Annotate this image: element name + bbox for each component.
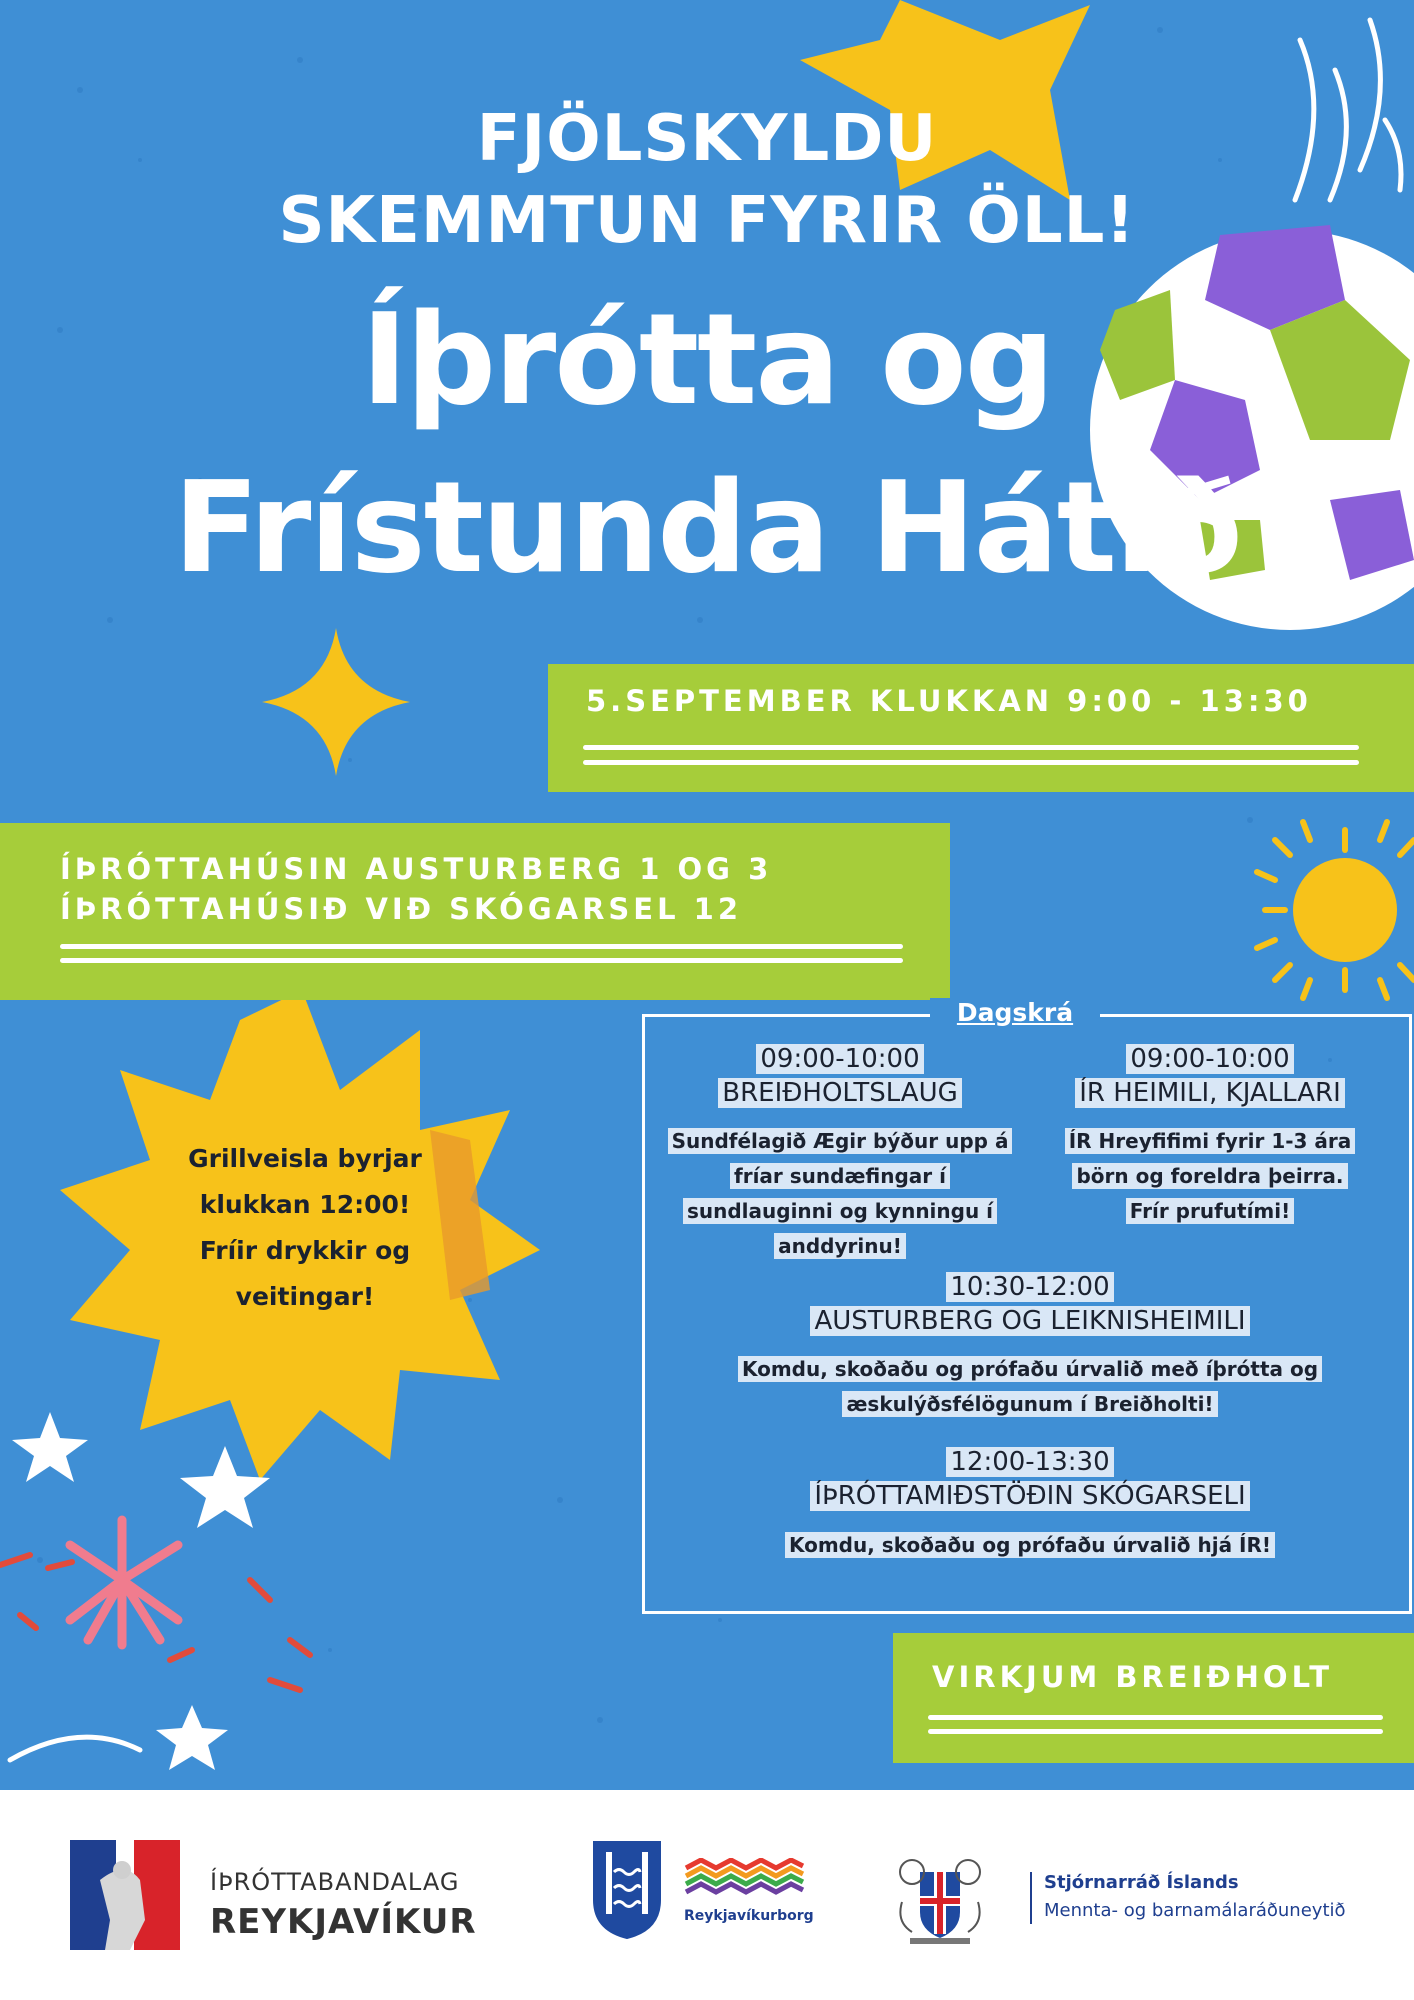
sunburst-shape [1257, 822, 1414, 998]
headline-title-2: Frístunda Hátíð [173, 454, 1241, 601]
schedule-item-3-desc [660, 1352, 1400, 1422]
ibr-name-line-1: ÍÞRÓTTABANDALAG [210, 1868, 460, 1896]
slogan-banner [893, 1633, 1414, 1763]
burst-line-2: klukkan 12:00! [199, 1190, 411, 1219]
schedule-time: 10:30-12:00 [946, 1272, 1113, 1302]
schedule-item-2-header [1040, 1042, 1380, 1110]
schedule-time: 09:00-10:00 [756, 1044, 923, 1074]
burst-line-3: Fríir drykkir og [199, 1236, 411, 1265]
divider-line [928, 1715, 1383, 1720]
schedule-item-1-header [680, 1042, 1000, 1110]
red-dashes [0, 1555, 310, 1690]
schedule-item-4-desc [660, 1528, 1400, 1563]
headline-line-2: SKEMMTUN FYRIR ÖLL! [278, 184, 1136, 258]
divider-line [60, 958, 903, 963]
desc-line: börn og foreldra þeirra. [1072, 1163, 1347, 1189]
divider-line [928, 1729, 1383, 1734]
headline-line-1: FJÖLSKYLDU [476, 102, 938, 176]
desc-line: fríar sundæfingar í [730, 1163, 950, 1189]
ibr-name-line-2: REYKJAVÍKUR [210, 1902, 477, 1942]
desc-line: ÍR Hreyfifimi fyrir 1-3 ára [1065, 1128, 1356, 1154]
desc-line: Komdu, skoðaðu og prófaðu úrvalið hjá ÍR! [785, 1532, 1275, 1558]
reykjavikurborg-name: Reykjavíkurborg [684, 1908, 814, 1924]
divider-line [60, 944, 903, 949]
headline-title-1: Íþrótta og [361, 286, 1053, 433]
burst-callout [160, 1136, 450, 1320]
desc-line: Frír prufutími! [1126, 1198, 1295, 1224]
reykjavik-shield-icon [592, 1840, 662, 1940]
desc-line: Komdu, skoðaðu og prófaðu úrvalið með íþrótta og [738, 1356, 1322, 1382]
location-line-2: ÍÞRÓTTAHÚSIÐ VIÐ SKÓGARSEL 12 [60, 892, 743, 926]
desc-line: Sundfélagið Ægir býður upp á [668, 1128, 1013, 1154]
stjornarrad-name-line-2: Mennta- og barnamálaráðuneytið [1044, 1900, 1346, 1921]
schedule-item-2-desc [1040, 1124, 1380, 1229]
reykjavikurborg-logo-icon [684, 1858, 806, 1898]
coat-of-arms-icon [892, 1842, 988, 1948]
logo-divider [1030, 1872, 1032, 1924]
schedule-place: ÍÞRÓTTAMIÐSTÖÐIN SKÓGARSELI [810, 1481, 1249, 1511]
schedule-item-3-header [660, 1270, 1400, 1338]
date-banner-text: 5.SEPTEMBER KLUKKAN 9:00 - 13:30 [586, 684, 1312, 718]
burst-line-4: veitingar! [235, 1282, 375, 1311]
divider-line [583, 745, 1359, 750]
stjornarrad-name-line-1: Stjórnarráð Íslands [1044, 1872, 1239, 1893]
schedule-title: Dagskrá [930, 998, 1100, 1027]
desc-line: sundlauginni og kynningu í [683, 1198, 997, 1224]
divider-line [583, 760, 1359, 765]
schedule-place: AUSTURBERG OG LEIKNISHEIMILI [810, 1306, 1249, 1336]
firework-shape [70, 1520, 178, 1645]
slogan-text: VIRKJUM BREIÐHOLT [932, 1660, 1334, 1694]
schedule-item-4-header [660, 1445, 1400, 1513]
schedule-place: ÍR HEIMILI, KJALLARI [1075, 1078, 1345, 1108]
schedule-time: 09:00-10:00 [1126, 1044, 1293, 1074]
burst-line-1: Grillveisla byrjar [188, 1144, 422, 1173]
ibr-logo [70, 1840, 180, 1950]
sponsor-footer [0, 1790, 1414, 2000]
white-star-shape [156, 1705, 228, 1770]
schedule-time: 12:00-13:30 [946, 1447, 1113, 1477]
white-star-shape [12, 1412, 88, 1482]
schedule-item-1-desc [650, 1124, 1030, 1264]
sparkle-star-shape [262, 628, 410, 776]
desc-line: æskulýðsfélögunum í Breiðholti! [842, 1391, 1217, 1417]
schedule-place: BREIÐHOLTSLAUG [718, 1078, 962, 1108]
desc-line: anddyrinu! [774, 1233, 906, 1259]
location-line-1: ÍÞRÓTTAHÚSIN AUSTURBERG 1 OG 3 [60, 852, 773, 886]
